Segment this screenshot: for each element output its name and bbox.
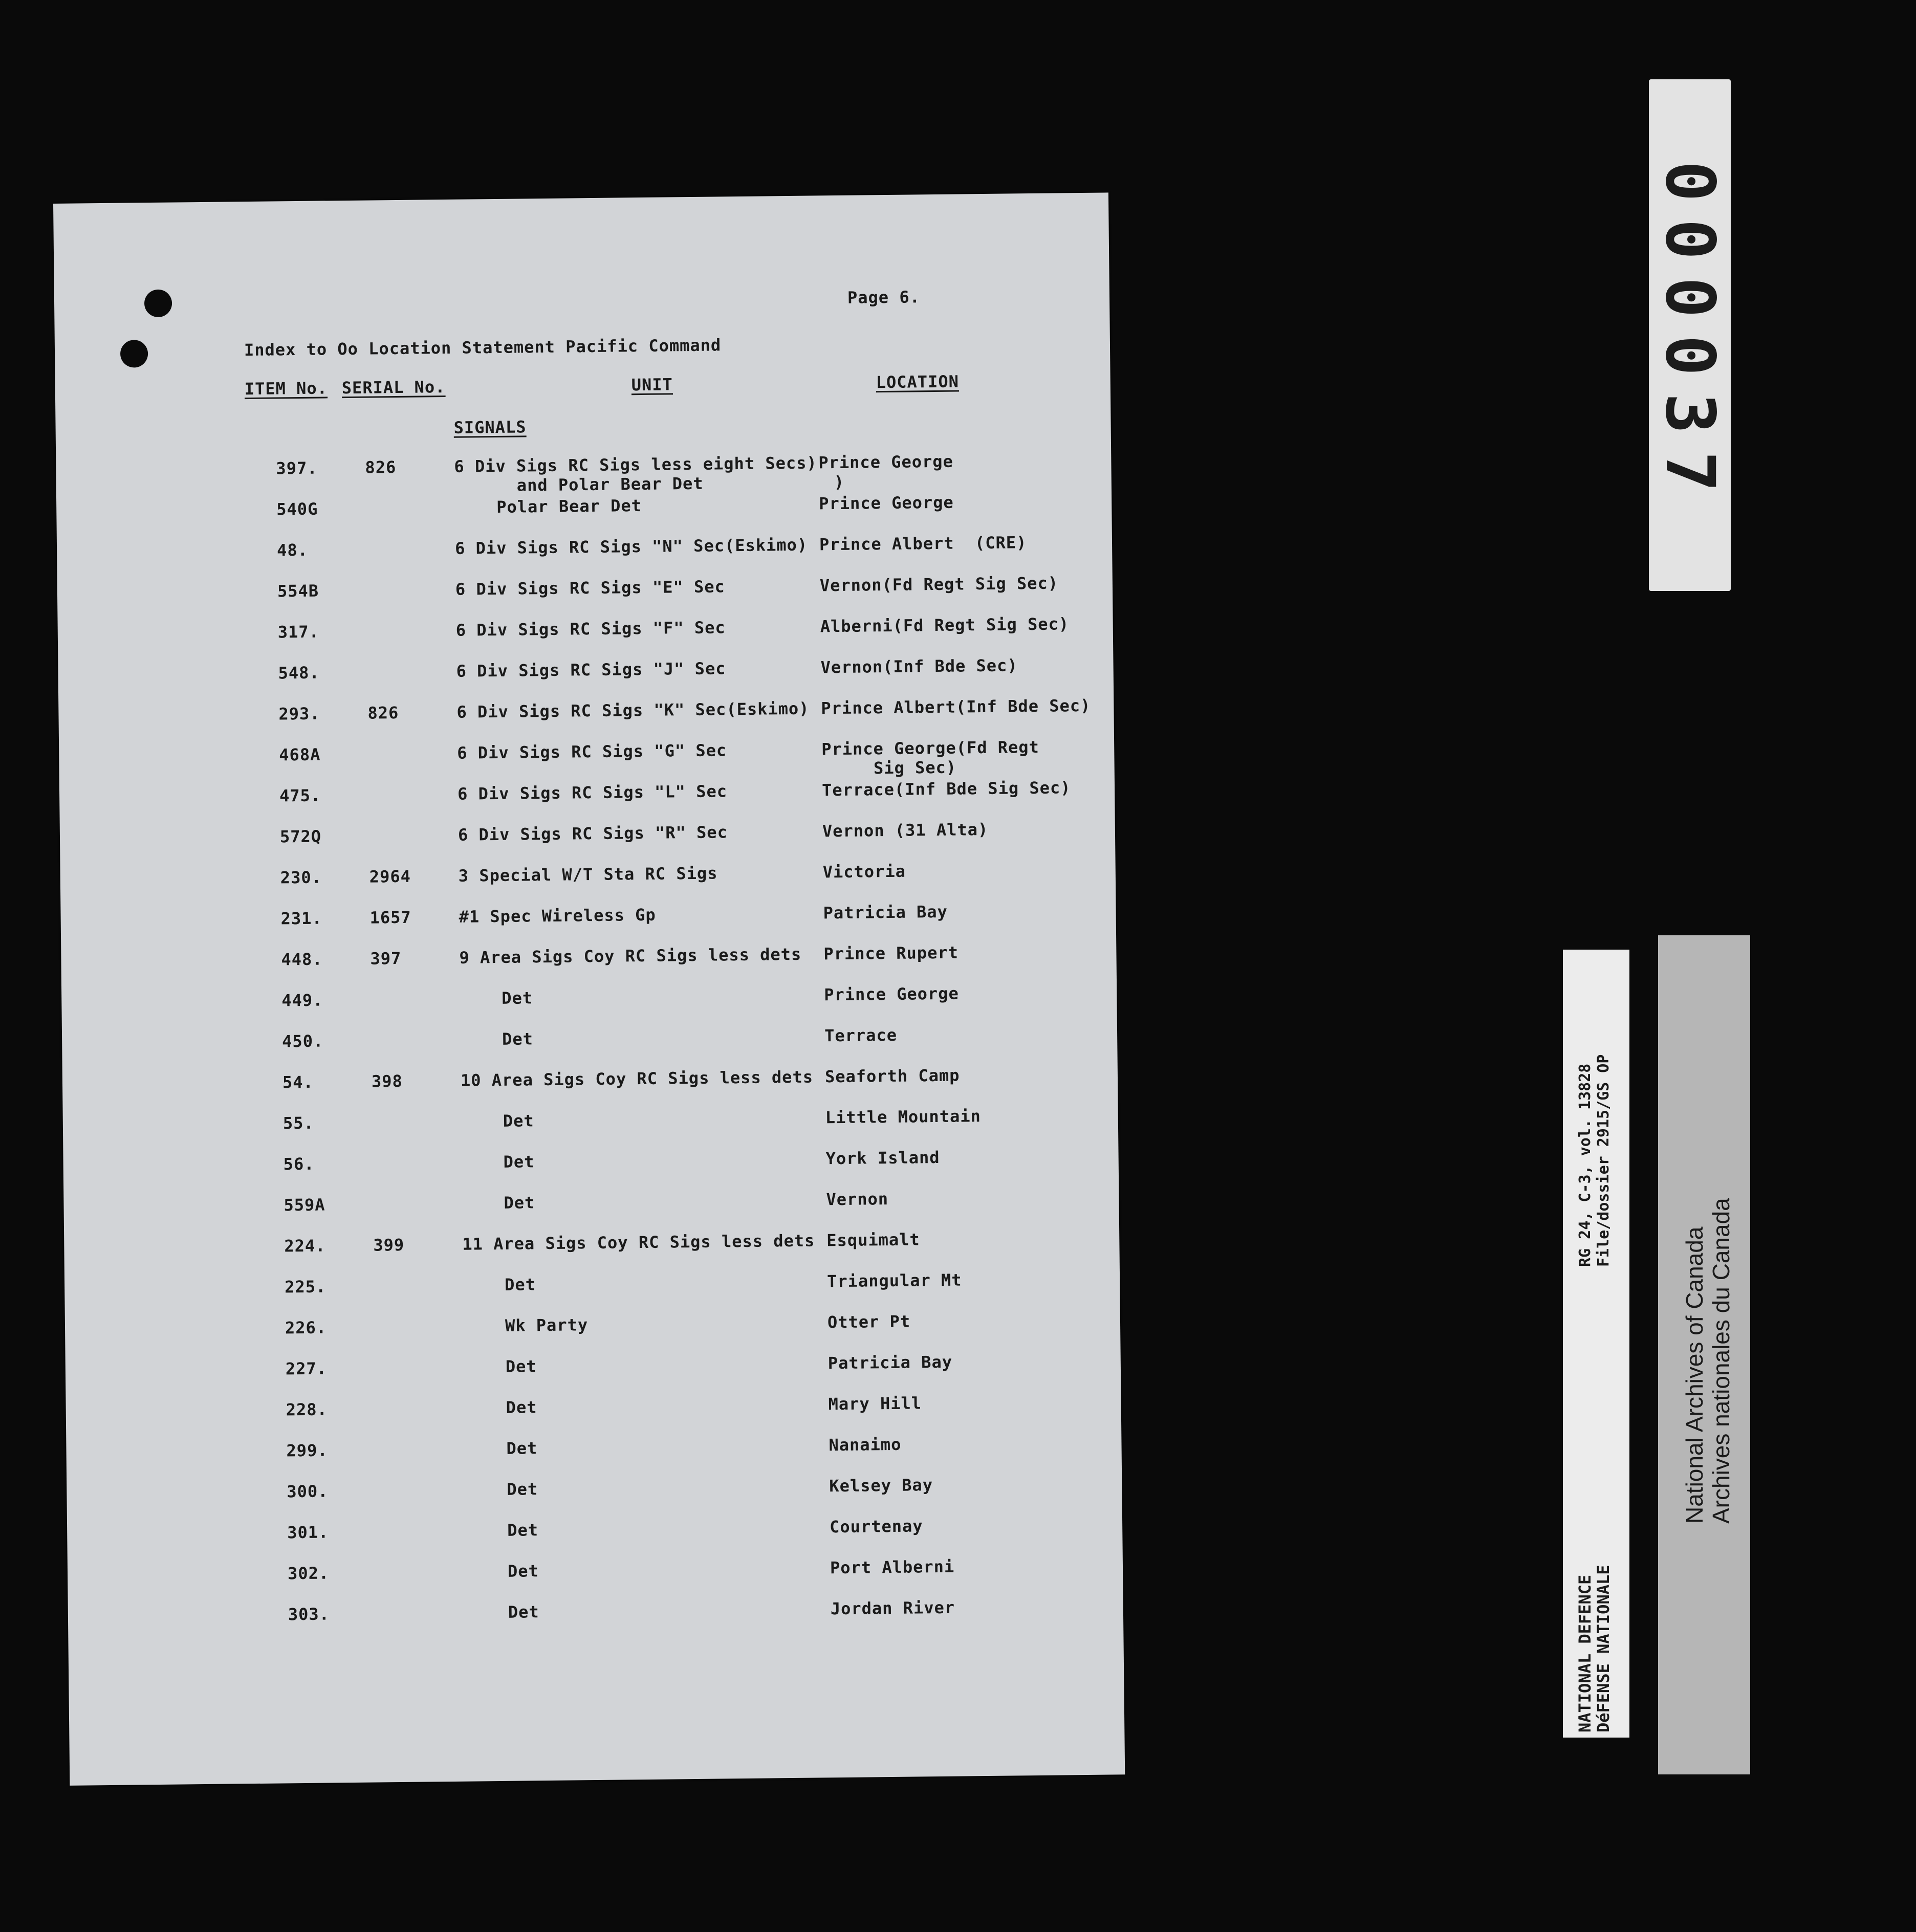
item-no: 226. — [285, 1318, 327, 1338]
location: Patricia Bay — [828, 1352, 953, 1373]
table-row — [66, 1432, 1121, 1463]
unit-name: Det — [503, 1152, 535, 1172]
location: Vernon(Fd Regt Sig Sec) — [819, 573, 1059, 596]
unit-name: Polar Bear Det — [496, 495, 642, 517]
item-no: 299. — [286, 1440, 328, 1461]
table-row — [67, 1513, 1122, 1545]
table-row — [64, 1268, 1120, 1300]
location: Prince Albert (CRE) — [819, 533, 1027, 555]
item-no: 397. — [276, 458, 318, 478]
table-row — [57, 531, 1112, 563]
item-no: 450. — [281, 1031, 324, 1051]
location: Prince George(Fd Regt — [821, 737, 1040, 759]
unit-name: Det — [504, 1193, 535, 1213]
section-heading: SIGNALS — [453, 417, 527, 437]
unit-name: Det — [508, 1602, 539, 1622]
location: Seaforth Camp — [824, 1065, 960, 1087]
item-no: 300. — [287, 1481, 329, 1502]
unit-name: 6 Div Sigs RC Sigs "K" Sec(Eskimo) — [456, 698, 810, 722]
location: Prince George — [824, 983, 959, 1005]
unit-name: Det — [507, 1561, 539, 1581]
unit-name: 6 Div Sigs RC Sigs "N" Sec(Eskimo) — [454, 535, 808, 558]
reference-strip — [1563, 950, 1629, 1738]
location: Terrace(Inf Bde Sig Sec) — [821, 778, 1071, 800]
location: Little Mountain — [825, 1106, 981, 1128]
unit-name: Det — [502, 988, 533, 1008]
location: Terrace — [824, 1025, 898, 1046]
location: Nanaimo — [829, 1434, 902, 1455]
location: Prince George — [819, 492, 954, 514]
unit-name: 6 Div Sigs RC Sigs "E" Sec — [455, 577, 726, 599]
page-number: Page 6. — [847, 287, 921, 308]
item-no: 228. — [286, 1399, 328, 1420]
archives-name-en: National Archives of Canada — [1681, 1226, 1708, 1524]
table-row — [68, 1595, 1123, 1627]
table-row — [62, 1022, 1117, 1054]
location: Prince Albert(Inf Bde Sec) — [821, 695, 1091, 718]
item-no: 54. — [282, 1072, 314, 1092]
unit-name: 11 Area Sigs Coy RC Sigs less dets — [462, 1231, 815, 1254]
location: York Island — [825, 1147, 940, 1169]
serial-no: 398 — [371, 1071, 403, 1091]
unit-name: 10 Area Sigs Coy RC Sigs less dets — [460, 1067, 814, 1090]
table-row — [67, 1473, 1122, 1504]
unit-name: Det — [506, 1438, 538, 1458]
item-no: 468A — [279, 744, 321, 765]
item-no: 55. — [282, 1113, 314, 1133]
item-no: 231. — [280, 908, 322, 929]
item-no: 448. — [281, 949, 323, 970]
unit-name: Det — [505, 1356, 537, 1376]
punch-hole-bottom — [120, 340, 148, 368]
unit-name: 3 Special W/T Sta RC Sigs — [458, 863, 718, 886]
item-no: 317. — [277, 622, 320, 642]
item-no: 48. — [276, 540, 309, 560]
item-no: 572Q — [279, 826, 322, 847]
table-row — [65, 1309, 1120, 1341]
reel-number: 000037 — [1650, 161, 1729, 510]
unit-name: 6 Div Sigs RC Sigs "L" Sec — [457, 781, 728, 804]
location: Esquimalt — [826, 1230, 920, 1250]
unit-name: Det — [507, 1479, 538, 1499]
table-row — [57, 572, 1113, 604]
item-no: 302. — [287, 1563, 330, 1584]
location: Alberni(Fd Regt Sig Sec) — [820, 614, 1070, 636]
header-item-no: ITEM No. — [244, 378, 328, 399]
unit-name: Det — [507, 1520, 539, 1540]
item-no: 554B — [277, 581, 319, 601]
item-no: 224. — [284, 1236, 326, 1256]
document-page — [53, 192, 1125, 1785]
unit-name: 6 Div Sigs RC Sigs "J" Sec — [456, 658, 726, 681]
item-no: 559A — [284, 1195, 325, 1215]
unit-name: 6 Div Sigs RC Sigs "F" Sec — [455, 618, 726, 640]
location: Vernon(Inf Bde Sec) — [820, 655, 1018, 677]
location: Otter Pt — [827, 1311, 911, 1332]
table-row — [58, 613, 1113, 645]
unit-name: Det — [504, 1275, 536, 1294]
table-row — [60, 859, 1116, 890]
table-row — [61, 981, 1117, 1013]
location: ) — [834, 472, 845, 492]
serial-no: 826 — [365, 457, 397, 477]
serial-no: 399 — [373, 1235, 405, 1255]
unit-name: Det — [506, 1397, 537, 1417]
table-row — [66, 1350, 1121, 1381]
table-row — [58, 695, 1114, 727]
item-no: 540G — [276, 499, 318, 519]
location: Victoria — [822, 861, 906, 882]
item-no: 303. — [288, 1604, 330, 1624]
location: Vernon (31 Alta) — [822, 819, 989, 841]
item-no: 227. — [285, 1358, 328, 1379]
serial-no: 397 — [370, 948, 402, 969]
table-row — [66, 1391, 1121, 1422]
location: Prince Rupert — [823, 942, 959, 964]
item-no: 56. — [283, 1154, 315, 1174]
reel-label — [1649, 79, 1731, 591]
unit-name: 6 Div Sigs RC Sigs "R" Sec — [458, 822, 728, 845]
table-row — [63, 1145, 1118, 1177]
unit-name: Wk Party — [505, 1315, 589, 1335]
document-title: Index to Oo Location Statement Pacific Command — [244, 335, 722, 360]
department-en: NATIONAL DEFENCE — [1575, 1574, 1595, 1732]
location: Jordan River — [830, 1597, 955, 1619]
unit-name: Det — [503, 1111, 534, 1131]
table-row — [63, 1186, 1119, 1218]
table-row — [68, 1554, 1123, 1586]
unit-name: #1 Spec Wireless Gp — [459, 905, 656, 927]
table-row — [63, 1104, 1118, 1136]
location: Sig Sec) — [821, 757, 957, 779]
item-no: 225. — [284, 1277, 326, 1297]
department-fr: DéFENSE NATIONALE — [1594, 1565, 1613, 1732]
table-row — [62, 1063, 1118, 1095]
location: Kelsey Bay — [829, 1475, 933, 1496]
location: Patricia Bay — [823, 902, 948, 923]
unit-name: 6 Div Sigs RC Sigs less eight Secs) — [454, 453, 817, 476]
header-serial-no: SERIAL No. — [341, 377, 446, 398]
unit-name: and Polar Bear Det — [516, 473, 704, 495]
location: Courtenay — [829, 1516, 923, 1537]
table-row — [60, 818, 1115, 849]
header-unit: UNIT — [631, 375, 673, 395]
item-no: 301. — [287, 1522, 329, 1543]
serial-no: 1657 — [369, 907, 411, 928]
location: Prince George — [818, 451, 954, 473]
location: Vernon — [826, 1189, 889, 1210]
table-row — [61, 940, 1116, 972]
item-no: 293. — [278, 704, 320, 724]
location: Port Alberni — [830, 1556, 955, 1578]
item-no: 449. — [281, 990, 323, 1011]
location: Triangular Mt — [826, 1270, 962, 1291]
item-no: 475. — [279, 785, 321, 806]
reference-line-2: File/dossier 2915/GS OP — [1595, 1054, 1613, 1267]
archives-name-fr: Archives nationales du Canada — [1708, 1198, 1734, 1524]
serial-no: 2964 — [369, 866, 411, 887]
archives-strip — [1658, 935, 1750, 1774]
serial-no: 826 — [367, 702, 399, 723]
item-no: 548. — [278, 663, 320, 683]
table-row — [60, 899, 1116, 931]
unit-name: Det — [502, 1029, 534, 1049]
table-row — [64, 1227, 1119, 1259]
item-no: 230. — [280, 867, 322, 888]
unit-name: 6 Div Sigs RC Sigs "G" Sec — [457, 740, 727, 763]
table-row — [58, 654, 1113, 686]
punch-hole-top — [144, 290, 172, 318]
reference-line-1: RG 24, C-3, vol. 13828 — [1576, 1063, 1594, 1267]
location: Mary Hill — [828, 1393, 922, 1414]
unit-name: 9 Area Sigs Coy RC Sigs less dets — [459, 944, 802, 968]
header-location: LOCATION — [876, 371, 960, 392]
